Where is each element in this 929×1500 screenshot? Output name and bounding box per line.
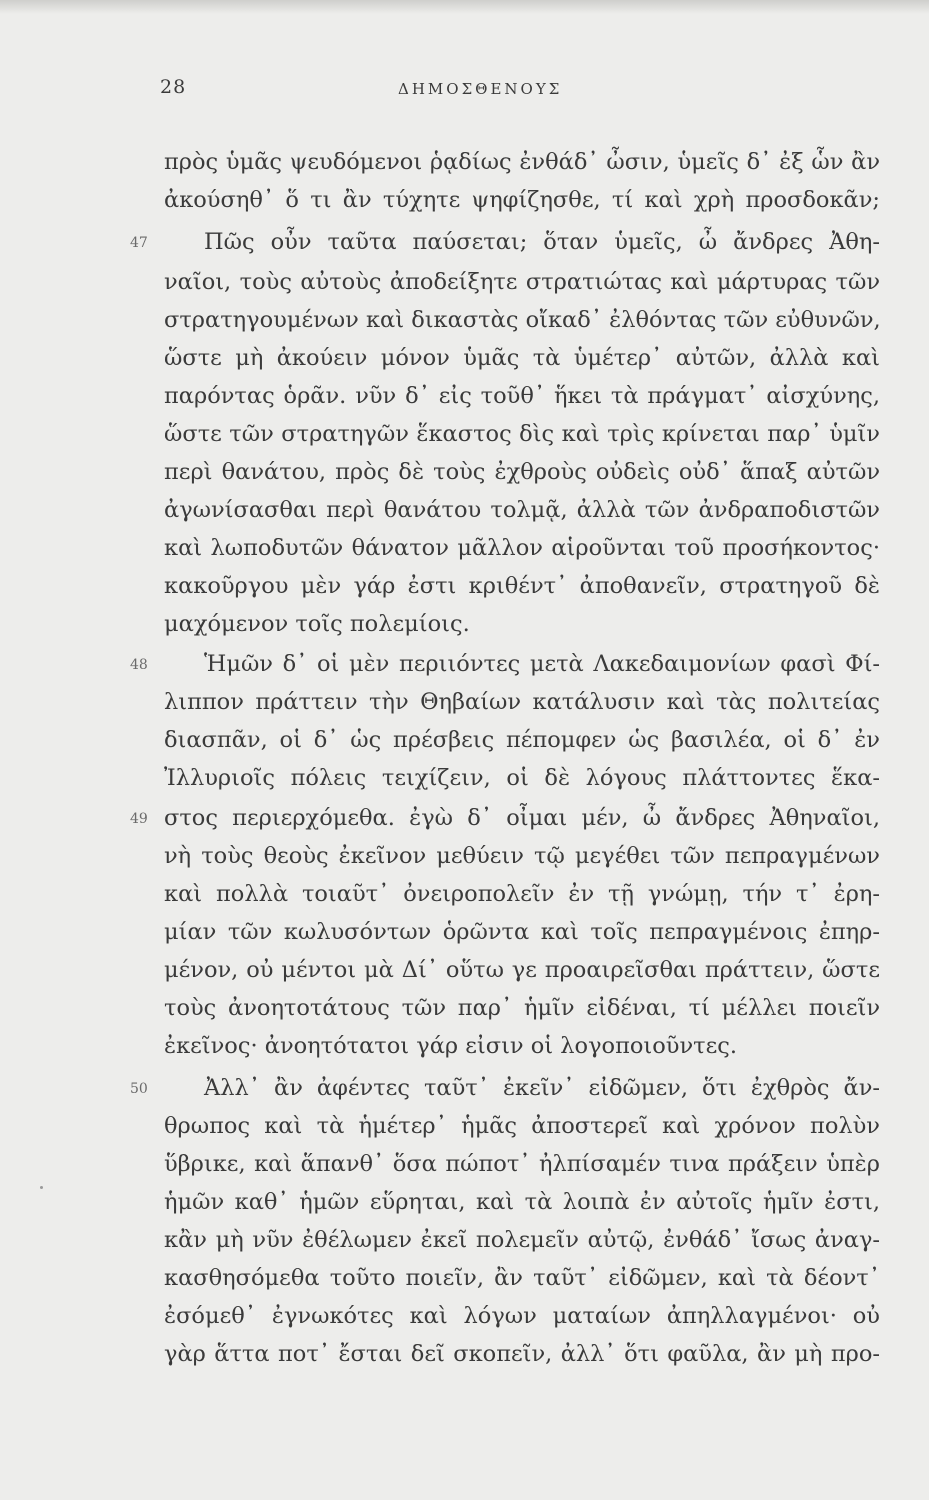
text-line: μαχόμενον τοῖς πολεμίοις. [164, 611, 470, 637]
running-head: ΔΗΜΟΣΘΕΝΟΥΣ [398, 80, 563, 98]
text-line: Ἰλλυριοῖς πόλεις τειχίζειν, οἱ δὲ λόγους πλάττοντες ἕκα- [164, 765, 880, 791]
text-line: Πῶς οὖν ταῦτα παύσεται; ὅταν ὑμεῖς, ὦ ἄνδρες Ἀθη- [204, 229, 880, 255]
section-number-47: 47 [130, 235, 148, 251]
text-line: στρατηγουμένων καὶ δικαστὰς οἴκαδ᾽ ἐλθόντας τῶν εὐθυνῶν, [164, 307, 881, 333]
text-line: πρὸς ὑμᾶς ψευδόμενοι ῥᾳδίως ἐνθάδ᾽ ὦσιν, ὑμεῖς δ᾽ ἐξ ὧν ἂν [164, 149, 880, 175]
text-line: ὕβρικε, καὶ ἅπανθ᾽ ὅσα πώποτ᾽ ἠλπίσαμέν τινα πράξειν ὑπὲρ [164, 1151, 880, 1177]
text-line: νὴ τοὺς θεοὺς ἐκεῖνον μεθύειν τῷ μεγέθει τῶν πεπραγμένων [164, 843, 880, 869]
text-line: στος περιερχόμεθα. ἐγὼ δ᾽ οἶμαι μέν, ὦ ἄνδρες Ἀθηναῖοι, [164, 805, 880, 831]
text-line: ὥστε μὴ ἀκούειν μόνον ὑμᾶς τὰ ὑμέτερ᾽ αὐτῶν, ἀλλὰ καὶ [164, 345, 880, 371]
section-number-50: 50 [130, 1081, 148, 1097]
text-line: Ἀλλ᾽ ἂν ἀφέντες ταῦτ᾽ ἐκεῖν᾽ εἰδῶμεν, ὅτι ἐχθρὸς ἄν- [204, 1075, 880, 1101]
section-number-48: 48 [130, 657, 148, 673]
text-line: μένον, οὐ μέντοι μὰ Δί᾽ οὕτω γε προαιρεῖσθαι πράττειν, ὥστε [164, 957, 880, 983]
text-line: ἀκούσηθ᾽ ὅ τι ἂν τύχητε ψηφίζησθε, τί καὶ χρὴ προσδοκᾶν; [164, 187, 880, 213]
text-line: καὶ πολλὰ τοιαῦτ᾽ ὀνειροπολεῖν ἐν τῇ γνώμῃ, τήν τ᾽ ἐρη- [164, 881, 880, 907]
text-line: λιππον πράττειν τὴν Θηβαίων κατάλυσιν καὶ τὰς πολιτείας [164, 689, 880, 715]
text-line: Ἡμῶν δ᾽ οἱ μὲν περιιόντες μετὰ Λακεδαιμονίων φασὶ Φί- [204, 651, 880, 677]
text-line: ναῖοι, τοὺς αὐτοὺς ἀποδείξητε στρατιώτας καὶ μάρτυρας τῶν [164, 269, 880, 295]
scan-speck [40, 1186, 43, 1189]
text-line: κἂν μὴ νῦν ἐθέλωμεν ἐκεῖ πολεμεῖν αὐτῷ, ἐνθάδ᾽ ἴσως ἀναγ- [164, 1227, 880, 1253]
text-line: παρόντας ὁρᾶν. νῦν δ᾽ εἰς τοῦθ᾽ ἥκει τὰ πράγματ᾽ αἰσχύνης, [164, 383, 880, 409]
text-line: κασθησόμεθα τοῦτο ποιεῖν, ἂν ταῦτ᾽ εἰδῶμεν, καὶ τὰ δέοντ᾽ [164, 1265, 880, 1291]
text-line: διασπᾶν, οἱ δ᾽ ὡς πρέσβεις πέπομφεν ὡς βασιλέα, οἱ δ᾽ ἐν [164, 727, 880, 753]
text-line: ὥστε τῶν στρατηγῶν ἕκαστος δὶς καὶ τρὶς κρίνεται παρ᾽ ὑμῖν [164, 421, 880, 447]
text-line: καὶ λωποδυτῶν θάνατον μᾶλλον αἱροῦνται τοῦ προσήκοντος· [164, 535, 880, 561]
text-line: περὶ θανάτου, πρὸς δὲ τοὺς ἐχθροὺς οὐδεὶς οὐδ᾽ ἅπαξ αὐτῶν [164, 459, 880, 485]
text-line: ἐκεῖνος· ἀνοητότατοι γάρ εἰσιν οἱ λογοποιοῦντες. [164, 1033, 737, 1059]
text-line: τοὺς ἀνοητοτάτους τῶν παρ᾽ ἡμῖν εἰδέναι, τί μέλλει ποιεῖν [164, 995, 880, 1021]
text-line: κακοῦργου μὲν γάρ ἐστι κριθέντ᾽ ἀποθανεῖν, στρατηγοῦ δὲ [164, 573, 880, 599]
text-line: μίαν τῶν κωλυσόντων ὁρῶντα καὶ τοῖς πεπραγμένοις ἐπηρ- [164, 919, 880, 945]
text-line: θρωπος καὶ τὰ ἡμέτερ᾽ ἡμᾶς ἀποστερεῖ καὶ χρόνον πολὺν [164, 1113, 880, 1139]
page-number: 28 [160, 76, 187, 98]
page-top-edge [0, 0, 929, 14]
text-line: ἀγωνίσασθαι περὶ θανάτου τολμᾷ, ἀλλὰ τῶν ἀνδραποδιστῶν [164, 497, 880, 523]
text-line: ἐσόμεθ᾽ ἐγνωκότες καὶ λόγων ματαίων ἀπηλλαγμένοι· οὐ [164, 1303, 880, 1329]
text-line: ἡμῶν καθ᾽ ἡμῶν εὕρηται, καὶ τὰ λοιπὰ ἐν αὐτοῖς ἡμῖν ἐστι, [164, 1189, 880, 1215]
text-line: γὰρ ἅττα ποτ᾽ ἔσται δεῖ σκοπεῖν, ἀλλ᾽ ὅτι φαῦλα, ἂν μὴ προ- [164, 1341, 880, 1367]
section-number-49: 49 [130, 811, 148, 827]
